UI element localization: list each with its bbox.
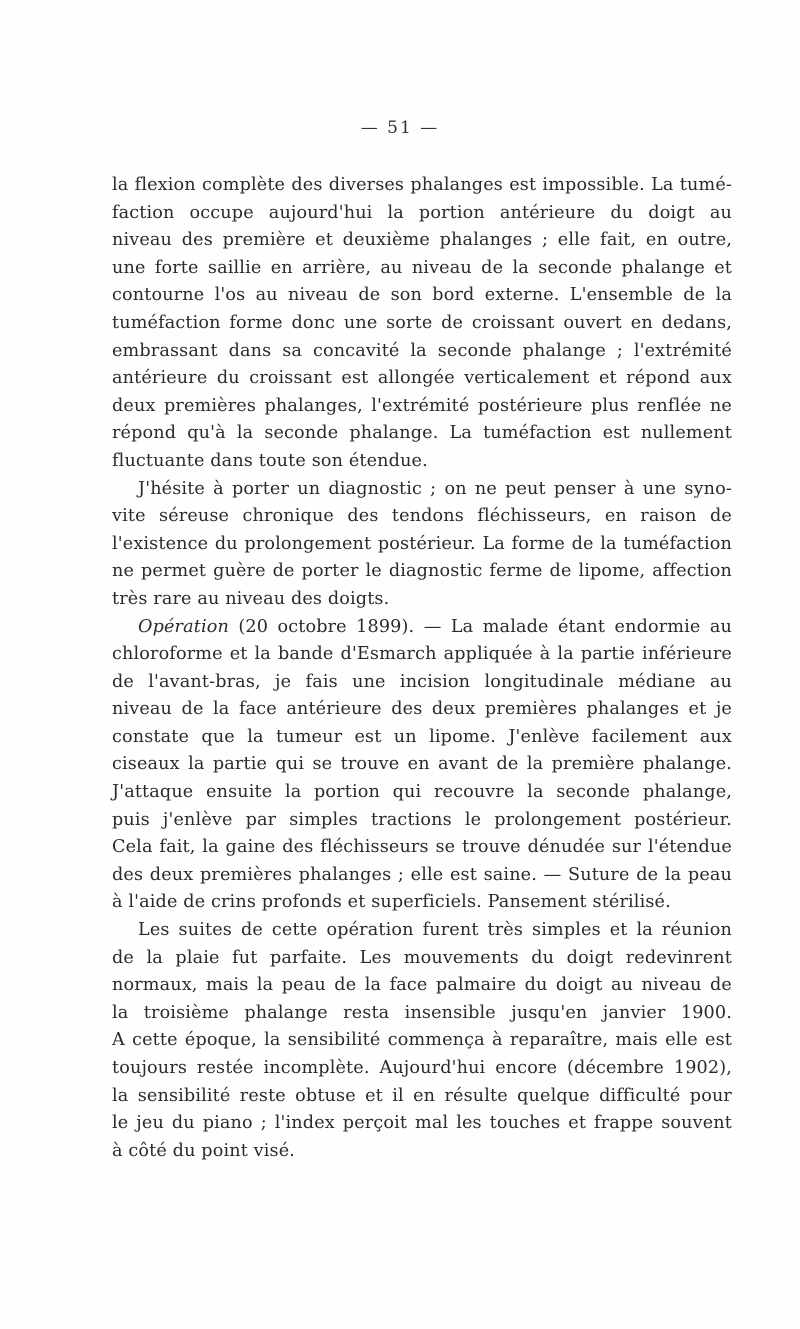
text-line: contourne l'os au niveau de son bord externe. L'ensemble de la [112,285,732,306]
text-line: ne permet guère de porter le diagnostic ferme de lipome, affection [112,561,732,582]
text-line: ciseaux la partie qui se trouve en avant de la première phalange. [112,754,732,775]
text-line: l'existence du prolongement postérieur. La forme de la tuméfaction [112,533,732,554]
text-line: la troisième phalange resta insensible jusqu'en janvier 1900. [112,1002,732,1023]
text-line: le jeu du piano ; l'index perçoit mal les touches et frappe souvent [112,1113,732,1134]
text-line: fluctuante dans toute son étendue. [112,450,428,471]
operation-line-text: (20 octobre 1899). — La malade étant endormie au [238,616,732,637]
text-line: tuméfaction forme donc une sorte de croissant ouvert en dedans, [112,312,732,333]
body-text [112,172,732,1165]
text-line: J'hésite à porter un diagnostic ; on ne peut penser à une syno- [138,478,732,499]
text-line: de la plaie fut parfaite. Les mouvements du doigt redevinrent [112,947,732,968]
text-line: une forte saillie en arrière, au niveau de la seconde phalange et [112,257,732,278]
text-line: puis j'enlève par simples tractions le prolongement postérieur. [112,809,732,830]
operation-line [112,614,732,642]
text-line: à l'aide de crins profonds et superficiels. Pansement stérilisé. [112,892,671,913]
operation-label: Opération [138,616,229,637]
text-line: toujours restée incomplète. Aujourd'hui encore (décembre 1902), [112,1058,732,1078]
text-line: Les suites de cette opération furent très simples et la réunion [138,920,732,941]
text-line: faction occupe aujourd'hui la portion antérieure du doigt au [112,202,732,223]
text-line: vite séreuse chronique des tendons fléchisseurs, en raison de [112,506,732,527]
text-line: J'attaque ensuite la portion qui recouvre la seconde phalange, [112,782,732,803]
text-line: de l'avant-bras, je fais une incision longitudinale médiane au [112,671,732,692]
text-line: chloroforme et la bande d'Esmarch appliquée à la partie inférieure [112,644,732,665]
text-line: normaux, mais la peau de la face palmaire du doigt au niveau de [112,975,732,996]
text-line: constate que la tumeur est un lipome. J'enlève facilement aux [112,726,732,747]
text-line: très rare au niveau des doigts. [112,588,390,609]
text-line: la sensibilité reste obtuse et il en résulte quelque difficulté pour [112,1085,732,1106]
text-line: répond qu'à la seconde phalange. La tuméfaction est nullement [112,423,732,444]
text-line: A cette époque, la sensibilité commença à reparaître, mais elle est [112,1030,732,1051]
page-number: — 51 — [360,118,440,138]
text-line: niveau des première et deuxième phalanges ; elle fait, en outre, [112,230,732,251]
text-line: Cela fait, la gaine des fléchisseurs se trouve dénudée sur l'étendue [112,837,732,858]
text-line: la flexion complète des diverses phalanges est impossible. La tumé- [112,175,732,195]
text-line: niveau de la face antérieure des deux premières phalanges et je [112,699,732,720]
text-line: des deux premières phalanges ; elle est saine. — Suture de la peau [112,864,732,885]
text-line: deux premières phalanges, l'extrémité postérieure plus renflée ne [112,395,732,416]
text-line: embrassant dans sa concavité la seconde phalange ; l'extrémité [112,340,732,361]
text-line: à côté du point visé. [112,1140,296,1161]
text-line: antérieure du croissant est allongée verticalement et répond aux [112,368,732,389]
